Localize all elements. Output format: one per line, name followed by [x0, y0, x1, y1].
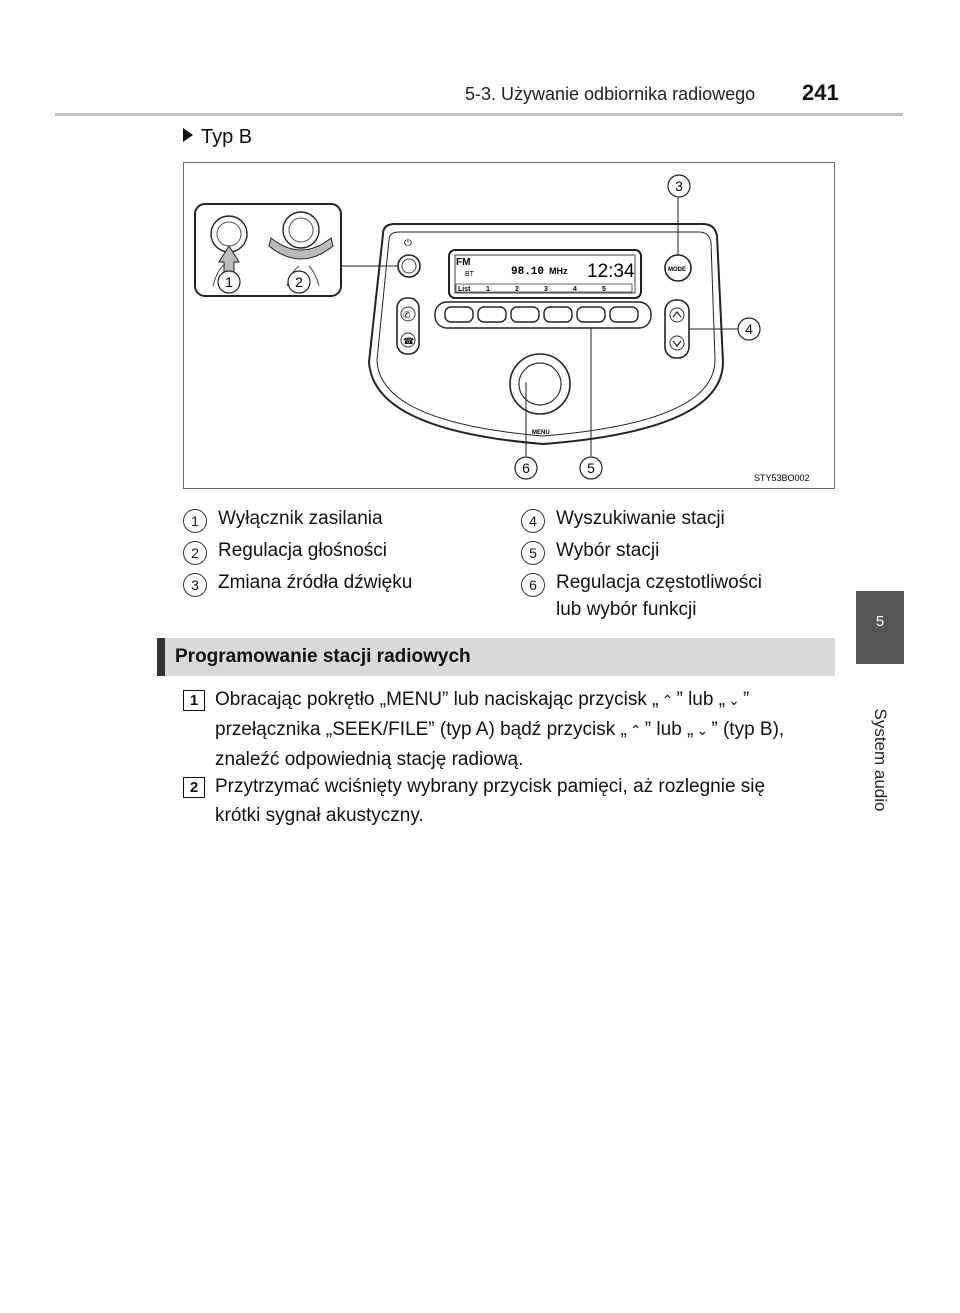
phone-answer-icon: ✆: [403, 311, 411, 321]
legend-text: Wyszukiwanie stacji: [556, 508, 725, 529]
power-icon: ⏻: [404, 238, 412, 249]
header-divider: [55, 113, 903, 116]
step-line: przełącznika „SEEK/FILE” (typ A) bądź przycisk „ ⌃ ” lub „ ⌄ ” (typ B),: [215, 715, 835, 745]
display-frequency: 98.10: [511, 266, 545, 278]
preset-button: [610, 307, 638, 322]
section-title: 5-3. Używanie odbiornika radiowego: [465, 84, 756, 104]
legend-num: 1: [183, 509, 207, 533]
phone-hangup-icon: ☎: [403, 337, 415, 347]
legend-text: Regulacja głośności: [218, 540, 387, 561]
legend-num: 4: [521, 509, 545, 533]
legend-num: 5: [521, 541, 545, 565]
section-accent: [157, 638, 165, 676]
callout-number: 5: [587, 460, 595, 476]
step-text: [215, 772, 835, 830]
page-header: [0, 0, 960, 120]
down-chevron-icon: ⌄: [728, 692, 740, 708]
display-clock: 12:34: [587, 261, 635, 282]
section-title-text: Programowanie stacji radiowych: [175, 646, 471, 667]
callout-number: 6: [522, 460, 530, 476]
preset-button: [544, 307, 572, 322]
display-preset-label: 5: [602, 286, 606, 293]
step-line: Przytrzymać wciśnięty wybrany przycisk pamięci, aż rozlegnie się: [215, 776, 766, 797]
display-unit: MHz: [549, 266, 568, 276]
step-line: Obracając pokrętło „MENU” lub naciskając przycisk „ ⌃ ” lub „ ⌄ ”: [215, 685, 835, 715]
preset-button: [577, 307, 605, 322]
legend-num: 2: [183, 541, 207, 565]
up-chevron-icon: ⌃: [629, 722, 642, 738]
radio-illustration: [183, 162, 835, 489]
display-preset-label: 1: [486, 286, 490, 293]
preset-button: [445, 307, 473, 322]
legend-num: 3: [183, 573, 207, 597]
step-text: [215, 685, 835, 774]
chapter-label: System audio: [871, 708, 890, 812]
preset-buttons: [435, 302, 651, 328]
legend-text: Regulacja częstotliwości: [556, 572, 762, 593]
menu-label: MENU: [532, 430, 550, 436]
legend-num: 6: [521, 573, 545, 597]
up-chevron-icon: ⌃: [661, 692, 674, 708]
display-preset-label: 3: [544, 286, 548, 293]
legend-text: Wyłącznik zasilania: [218, 508, 383, 529]
display-list: List: [458, 286, 471, 293]
preset-button: [478, 307, 506, 322]
callout-number: 3: [675, 178, 683, 194]
step-line: krótki sygnał akustyczny.: [215, 805, 424, 826]
step-number: 2: [183, 777, 205, 798]
legend-text: Wybór stacji: [556, 540, 660, 561]
figure-code: STY53BO002: [754, 473, 810, 483]
step-line: znaleźć odpowiednią stację radiową.: [215, 749, 524, 770]
callout-number: 4: [745, 321, 753, 337]
down-chevron-icon: ⌄: [696, 722, 709, 738]
page-number: 241: [802, 80, 839, 105]
display-preset-label: 4: [573, 286, 577, 293]
legend-text: Zmiana źródła dźwięku: [218, 572, 413, 593]
triangle-bullet-icon: [183, 128, 193, 142]
chapter-tab: [856, 591, 904, 664]
display-band: FM: [456, 257, 471, 268]
legend-text: lub wybór funkcji: [556, 599, 697, 620]
section-heading: [157, 638, 835, 676]
callout-number: 2: [295, 274, 303, 290]
display-bt: BT: [465, 271, 474, 278]
subheading: [183, 126, 252, 149]
step-number: 1: [183, 690, 205, 711]
callout-number: 1: [225, 274, 233, 290]
subheading-text: Typ B: [201, 126, 253, 148]
preset-button: [511, 307, 539, 322]
display-preset-label: 2: [515, 286, 519, 293]
chapter-number: 5: [875, 613, 885, 630]
mode-label: MODE: [668, 267, 686, 273]
